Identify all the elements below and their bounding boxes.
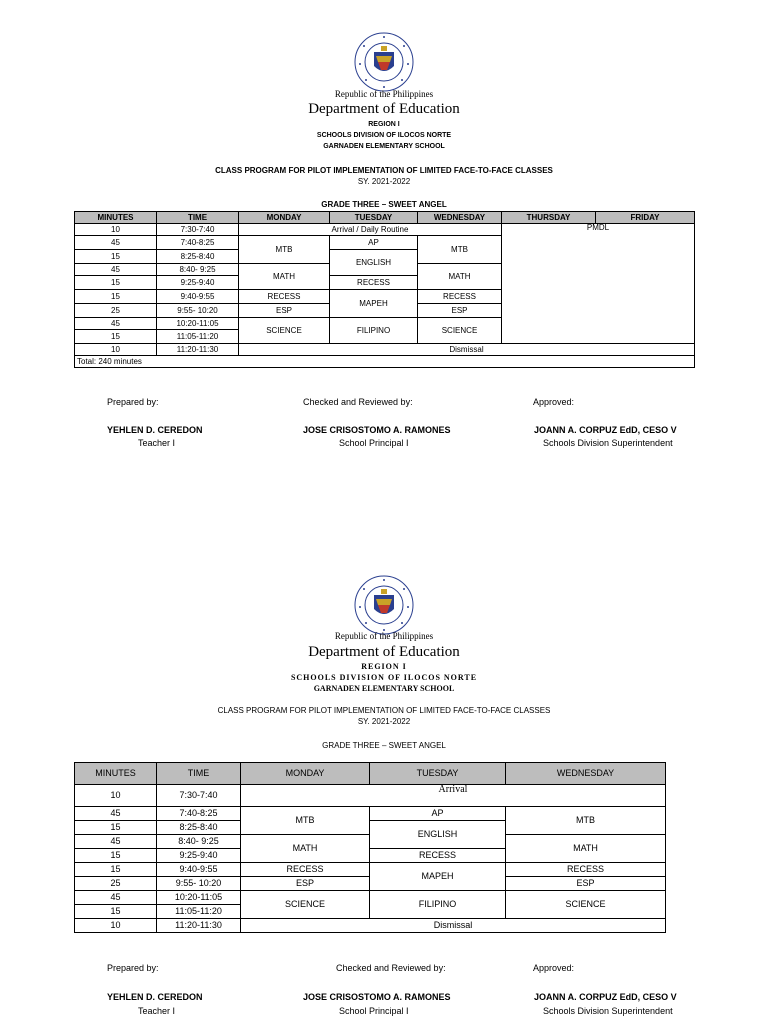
wednesday-mtb: MTB	[506, 807, 666, 835]
header-monday: MONDAY	[239, 212, 330, 224]
time-cell: 8:25-8:40	[157, 250, 239, 264]
region-label: REGION I	[361, 662, 407, 671]
time-cell: 7:30-7:40	[157, 785, 241, 807]
grade-section: GRADE THREE – SWEET ANGEL	[321, 200, 447, 209]
republic-label: Republic of the Philippines	[334, 89, 434, 99]
dismissal-cell: Dismissal	[241, 919, 666, 933]
table-header-row	[75, 763, 666, 785]
header-minutes: MINUTES	[75, 212, 157, 224]
monday-esp: ESP	[241, 877, 370, 891]
monday-recess: RECESS	[241, 863, 370, 877]
time-cell: 9:25-9:40	[157, 276, 239, 290]
pmdl-cell: PMDL	[502, 224, 695, 344]
table-row	[75, 919, 666, 933]
minutes-cell: 45	[75, 264, 157, 276]
arrival-cell: Arrival	[241, 785, 666, 807]
wednesday-esp: ESP	[506, 877, 666, 891]
page-2	[0, 520, 768, 1024]
table-row	[75, 344, 695, 356]
republic-label: Republic of the Philippines	[334, 631, 434, 641]
tuesday-mapeh: MAPEH	[370, 863, 506, 891]
checked-name: JOSE CRISOSTOMO A. RAMONES	[303, 992, 451, 1002]
minutes-cell: 15	[75, 250, 157, 264]
minutes-cell: 45	[75, 835, 157, 849]
minutes-cell: 15	[75, 276, 157, 290]
time-cell: 9:40-9:55	[157, 290, 239, 304]
tuesday-filipino: FILIPINO	[370, 891, 506, 919]
minutes-cell: 45	[75, 318, 157, 330]
minutes-cell: 10	[75, 785, 157, 807]
tuesday-english: ENGLISH	[330, 250, 418, 276]
prepared-title: Teacher I	[138, 1006, 176, 1016]
total-minutes: Total: 240 minutes	[75, 356, 695, 368]
school-label: GARNADEN ELEMENTARY SCHOOL	[313, 684, 455, 693]
minutes-cell: 15	[75, 821, 157, 835]
approved-label: Approved:	[533, 397, 575, 407]
minutes-cell: 10	[75, 344, 157, 356]
time-cell: 9:25-9:40	[157, 849, 241, 863]
time-cell: 10:20-11:05	[157, 318, 239, 330]
tuesday-ap: AP	[370, 807, 506, 821]
wednesday-mtb: MTB	[418, 236, 502, 264]
minutes-cell: 45	[75, 891, 157, 905]
monday-mtb: MTB	[239, 236, 330, 264]
prepared-title: Teacher I	[138, 438, 176, 448]
checked-by-label: Checked and Reviewed by:	[303, 397, 413, 407]
class-program-table	[74, 211, 695, 368]
time-cell: 11:05-11:20	[157, 330, 239, 344]
table-row	[75, 863, 666, 877]
minutes-cell: 45	[75, 807, 157, 821]
minutes-cell: 10	[75, 224, 157, 236]
wednesday-recess: RECESS	[506, 863, 666, 877]
table-header-row	[75, 212, 695, 224]
time-cell: 8:25-8:40	[157, 821, 241, 835]
total-row	[75, 356, 695, 368]
time-cell: 8:40- 9:25	[157, 264, 239, 276]
department-title: Department of Education	[308, 101, 460, 117]
header-minutes: MINUTES	[75, 763, 157, 785]
prepared-name: YEHLEN D. CEREDON	[107, 992, 203, 1002]
school-label: GARNADEN ELEMENTARY SCHOOL	[323, 143, 445, 150]
division-label: SCHOOLS DIVISION OF ILOCOS NORTE	[316, 132, 452, 139]
minutes-cell: 15	[75, 330, 157, 344]
division-label: SCHOOLS DIVISION OF ILOCOS NORTE	[290, 673, 478, 682]
deped-seal-logo	[354, 575, 414, 635]
time-cell: 7:40-8:25	[157, 807, 241, 821]
dismissal-cell: Dismissal	[239, 344, 695, 356]
monday-mtb: MTB	[241, 807, 370, 835]
wednesday-science: SCIENCE	[506, 891, 666, 919]
minutes-cell: 15	[75, 849, 157, 863]
tuesday-english: ENGLISH	[370, 821, 506, 849]
wednesday-math: MATH	[506, 835, 666, 863]
time-cell: 7:30-7:40	[157, 224, 239, 236]
monday-science: SCIENCE	[239, 318, 330, 344]
approved-title: Schools Division Superintendent	[543, 1006, 673, 1016]
approved-name: JOANN A. CORPUZ EdD, CESO V	[534, 992, 677, 1002]
checked-by-label: Checked and Reviewed by:	[336, 963, 446, 973]
wednesday-math: MATH	[418, 264, 502, 290]
class-program-table	[74, 762, 666, 933]
monday-recess: RECESS	[239, 290, 330, 304]
approved-name: JOANN A. CORPUZ EdD, CESO V	[534, 425, 677, 435]
header-wednesday: WEDNESDAY	[418, 212, 502, 224]
time-cell: 8:40- 9:25	[157, 835, 241, 849]
checked-title: School Principal I	[339, 1006, 409, 1016]
monday-esp: ESP	[239, 304, 330, 318]
school-year: SY. 2021-2022	[357, 177, 411, 186]
table-row	[75, 224, 695, 236]
minutes-cell: 15	[75, 863, 157, 877]
minutes-cell: 15	[75, 905, 157, 919]
approved-title: Schools Division Superintendent	[543, 438, 673, 448]
header-friday: FRIDAY	[596, 212, 695, 224]
school-year: SY. 2021-2022	[357, 717, 411, 726]
header-time: TIME	[157, 763, 241, 785]
time-cell: 9:40-9:55	[157, 863, 241, 877]
time-cell: 7:40-8:25	[157, 236, 239, 250]
time-cell: 9:55- 10:20	[157, 304, 239, 318]
header-time: TIME	[157, 212, 239, 224]
monday-math: MATH	[241, 835, 370, 863]
time-cell: 11:20-11:30	[157, 919, 241, 933]
minutes-cell: 25	[75, 877, 157, 891]
header-monday: MONDAY	[241, 763, 370, 785]
prepared-by-label: Prepared by:	[107, 397, 159, 407]
time-cell: 9:55- 10:20	[157, 877, 241, 891]
table-row	[75, 807, 666, 821]
table-row	[75, 891, 666, 905]
minutes-cell: 10	[75, 919, 157, 933]
region-label: REGION I	[368, 121, 400, 128]
program-title: CLASS PROGRAM FOR PILOT IMPLEMENTATION OF LIMITED FACE-TO-FACE CLASSES	[217, 706, 551, 715]
minutes-cell: 45	[75, 236, 157, 250]
tuesday-ap: AP	[330, 236, 418, 250]
department-title: Department of Education	[308, 644, 460, 660]
tuesday-recess: RECESS	[330, 276, 418, 290]
deped-seal-logo	[354, 32, 414, 92]
minutes-cell: 25	[75, 304, 157, 318]
minutes-cell: 15	[75, 290, 157, 304]
tuesday-mapeh: MAPEH	[330, 290, 418, 318]
tuesday-filipino: FILIPINO	[330, 318, 418, 344]
table-row	[75, 785, 666, 807]
arrival-cell: Arrival / Daily Routine	[239, 224, 502, 236]
header-thursday: THURSDAY	[502, 212, 596, 224]
wednesday-recess: RECESS	[418, 290, 502, 304]
monday-science: SCIENCE	[241, 891, 370, 919]
prepared-name: YEHLEN D. CEREDON	[107, 425, 203, 435]
header-tuesday: TUESDAY	[330, 212, 418, 224]
wednesday-esp: ESP	[418, 304, 502, 318]
header-tuesday: TUESDAY	[370, 763, 506, 785]
program-title: CLASS PROGRAM FOR PILOT IMPLEMENTATION OF LIMITED FACE-TO-FACE CLASSES	[215, 166, 553, 175]
time-cell: 11:05-11:20	[157, 905, 241, 919]
prepared-by-label: Prepared by:	[107, 963, 159, 973]
tuesday-recess: RECESS	[370, 849, 506, 863]
monday-math: MATH	[239, 264, 330, 290]
approved-label: Approved:	[533, 963, 575, 973]
checked-name: JOSE CRISOSTOMO A. RAMONES	[303, 425, 451, 435]
time-cell: 10:20-11:05	[157, 891, 241, 905]
wednesday-science: SCIENCE	[418, 318, 502, 344]
checked-title: School Principal I	[339, 438, 409, 448]
grade-section: GRADE THREE – SWEET ANGEL	[322, 741, 446, 750]
header-wednesday: WEDNESDAY	[506, 763, 666, 785]
time-cell: 11:20-11:30	[157, 344, 239, 356]
